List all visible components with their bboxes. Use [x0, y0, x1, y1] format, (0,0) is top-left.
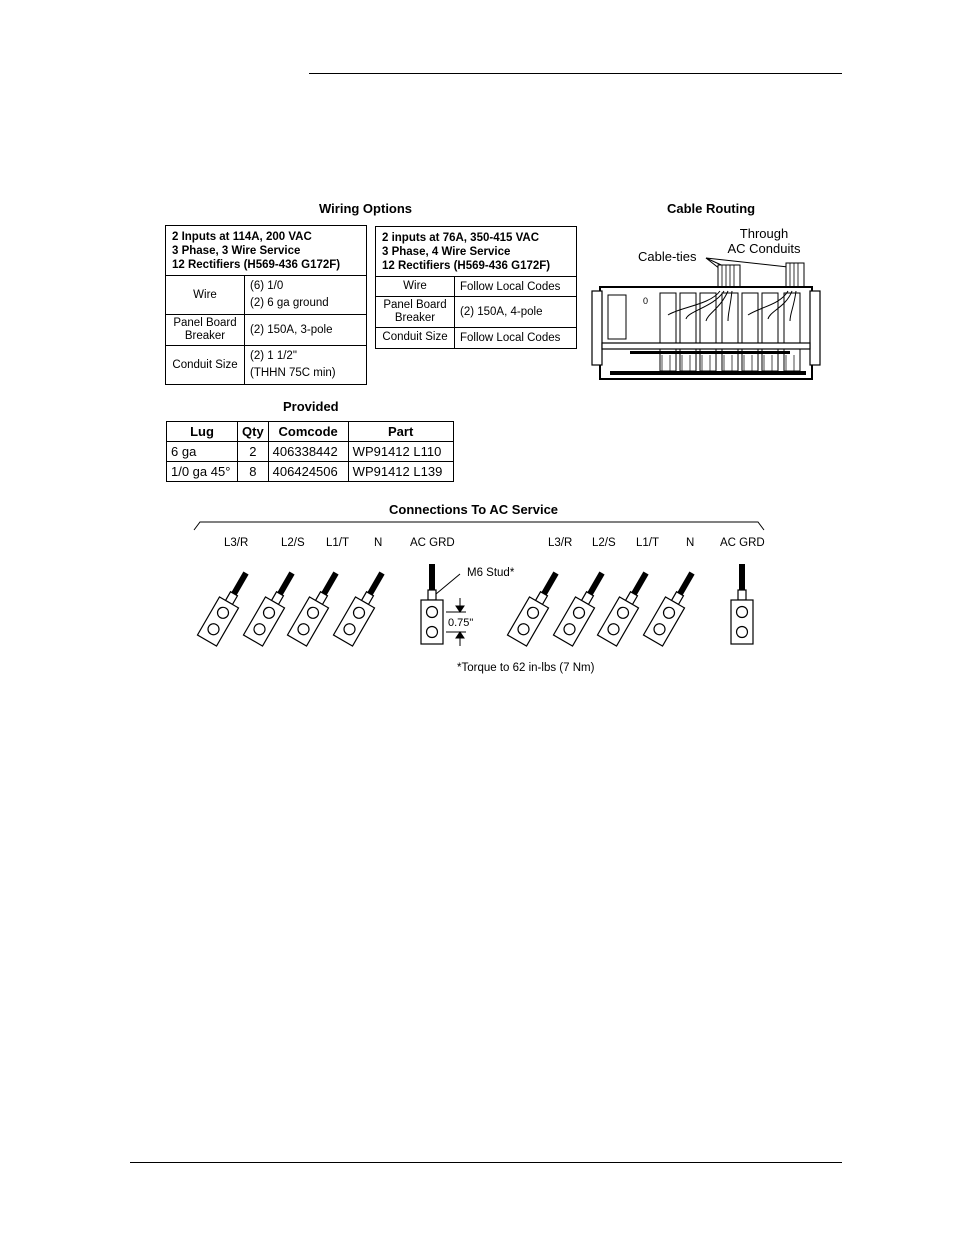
cable-ties-label: Cable-ties: [638, 249, 697, 264]
table-row: 6 ga 2 406338442 WP91412 L110: [167, 442, 454, 462]
group2-l2s-label: L2/S: [592, 537, 616, 549]
group1-acgrd-label: AC GRD: [410, 537, 455, 549]
group2-n-label: N: [686, 537, 695, 549]
group1-l2s-label: L2/S: [281, 537, 305, 549]
connections-diagram: [190, 518, 770, 683]
option1-conduit-label: Conduit Size: [166, 346, 245, 385]
group2-acgrd-label: AC GRD: [720, 537, 765, 549]
provided-title: Provided: [283, 399, 339, 414]
header-rule: [309, 73, 842, 74]
footer-rule: [130, 1162, 842, 1163]
lug-col-header: Lug: [167, 422, 238, 442]
option2-conduit-label: Conduit Size: [376, 328, 455, 348]
connections-title: Connections To AC Service: [389, 502, 559, 517]
part-col-header: Part: [348, 422, 453, 442]
option2-header: 2 inputs at 76A, 350-415 VAC 3 Phase, 4 Wire Service 12 Rectifiers (H569-436 G172F): [376, 227, 576, 277]
group2-lugs: [507, 564, 753, 646]
option1-conduit-value: (2) 1 1/2" (THHN 75C min): [245, 346, 367, 385]
group1-l3r-label: L3/R: [224, 537, 249, 549]
cable-routing-diagram: [590, 255, 830, 385]
cable-routing-title: Cable Routing: [667, 201, 756, 216]
table-row: 1/0 ga 45° 8 406424506 WP91412 L139: [167, 462, 454, 482]
option1-breaker-label: Panel Board Breaker: [166, 315, 245, 346]
wiring-options-title: Wiring Options: [319, 201, 413, 216]
wiring-option-1-table: [165, 225, 367, 385]
option1-header: 2 Inputs at 114A, 200 VAC 3 Phase, 3 Wire Service 12 Rectifiers (H569-436 G172F): [166, 226, 366, 276]
torque-note: *Torque to 62 in-lbs (7 Nm): [457, 662, 595, 674]
stud-spacing-label: 0.75": [448, 617, 474, 629]
qty-col-header: Qty: [238, 422, 269, 442]
option2-breaker-value: (2) 150A, 4-pole: [455, 297, 577, 328]
group1-lugs: [197, 564, 443, 646]
through-conduits-label: Through AC Conduits: [727, 226, 801, 256]
slot-number-label: 0: [643, 296, 649, 306]
group1-l1t-label: L1/T: [326, 537, 350, 549]
group2-l3r-label: L3/R: [548, 537, 573, 549]
comcode-col-header: Comcode: [268, 422, 348, 442]
option2-conduit-value: Follow Local Codes: [455, 328, 577, 348]
wiring-option-2-table: [375, 226, 577, 349]
provided-lug-table: [166, 421, 454, 482]
option1-wire-value: (6) 1/0 (2) 6 ga ground: [245, 276, 367, 315]
group1-n-label: N: [374, 537, 383, 549]
option1-wire-label: Wire: [166, 276, 245, 315]
option2-breaker-label: Panel Board Breaker: [376, 297, 455, 328]
group2-l1t-label: L1/T: [636, 537, 660, 549]
option2-wire-label: Wire: [376, 277, 455, 297]
m6-stud-label: M6 Stud*: [467, 567, 515, 579]
option1-breaker-value: (2) 150A, 3-pole: [245, 315, 367, 346]
option2-wire-value: Follow Local Codes: [455, 277, 577, 297]
